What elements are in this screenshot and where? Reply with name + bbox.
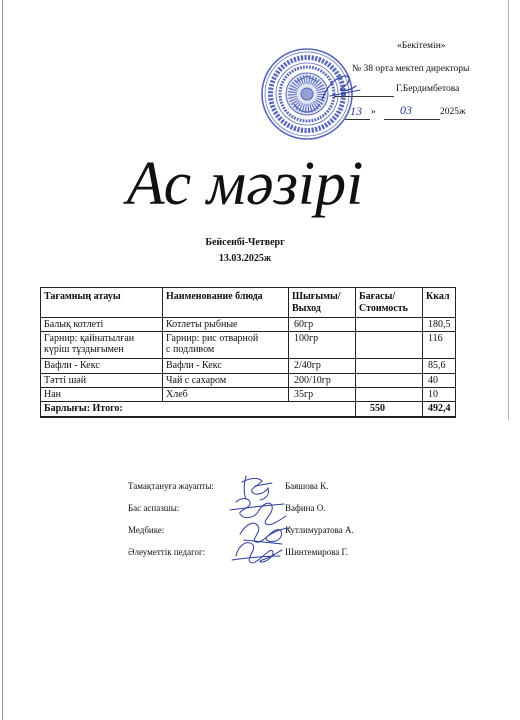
signatory-name: Шинтемирова Г. [285, 547, 348, 557]
cell-dish-ru: Чай с сахаром [163, 373, 289, 387]
cell-kcal: 85,6 [423, 358, 456, 373]
date-day-underline [345, 119, 370, 120]
approval-heading: «Бекітемін» [397, 41, 446, 51]
cell-dish-ru: Хлеб [163, 387, 289, 401]
table-row [41, 387, 456, 401]
cell-yield: 200/10гр [289, 373, 356, 387]
scan-edge-left [2, 0, 3, 720]
cell-dish-ru: Котлеты рыбные [163, 318, 289, 332]
cell-dish-kk: Гарнир: қайнатылған күріш тұздығымен [41, 331, 163, 358]
cell-price [356, 387, 423, 401]
cell-price [356, 318, 423, 332]
cell-dish-kk: Тәтті шәй [41, 373, 163, 387]
signatory-name: Кутлимуратова А. [285, 525, 354, 535]
table-header-row [41, 288, 456, 318]
weekday-label: Бейсенбі-Четверг [205, 237, 285, 248]
signature-4 [232, 543, 282, 563]
header-price: Бағасы/ Стоимость [356, 288, 423, 318]
total-price: 550 [356, 401, 423, 417]
total-label: Барлығы: Итого: [41, 401, 356, 417]
signatory-role: Бас аспазшы: [128, 503, 180, 513]
table-row [41, 331, 456, 358]
cell-dish-kk: Нан [41, 387, 163, 401]
approval-director: Г.Бердимбетова [396, 84, 460, 94]
cell-dish-kk: Вафли - Кекс [41, 358, 163, 373]
approval-date-day: 13 [350, 104, 362, 118]
document-title: Ас мәзірі [126, 150, 364, 218]
signatory-name: Вафина О. [285, 503, 326, 513]
table-total-row [41, 401, 456, 417]
cell-dish-kk: Балық котлеті [41, 318, 163, 332]
cell-price [356, 331, 423, 358]
cell-kcal: 180,5 [423, 318, 456, 332]
cell-yield: 35гр [289, 387, 356, 401]
header-kcal: Ккал [423, 288, 456, 318]
cell-dish-ru: Гарнир: рис отварной с подливом [163, 331, 289, 358]
table-row [41, 358, 456, 373]
signature-3 [240, 523, 290, 544]
cell-kcal: 40 [423, 373, 456, 387]
signatory-role: Тамақтануға жауапты: [128, 481, 214, 491]
signatory-role: Медбике: [128, 525, 165, 535]
table-row [41, 373, 456, 387]
scan-edge-right [508, 0, 509, 420]
approval-date-quote: » [371, 107, 376, 117]
director-signature-line [334, 96, 394, 97]
approval-date-month: 03 [400, 103, 412, 117]
cell-yield: 100гр [289, 331, 356, 358]
signature-1 [242, 476, 272, 500]
menu-date: 13.03.2025ж [218, 253, 272, 264]
header-dish-ru: Наименование блюда [163, 288, 289, 318]
menu-table [40, 287, 456, 418]
signatory-name: Баяшова К. [285, 481, 329, 491]
cell-dish-ru: Вафли - Кекс [163, 358, 289, 373]
cell-kcal: 116 [423, 331, 456, 358]
date-month-underline [384, 119, 440, 120]
header-dish-kk: Тағамның атауы [41, 288, 163, 318]
table-row [41, 318, 456, 332]
official-seal [262, 49, 352, 139]
total-kcal: 492,4 [423, 401, 456, 417]
approval-date-year: 2025ж [440, 107, 466, 117]
cell-price [356, 358, 423, 373]
cell-price [356, 373, 423, 387]
cell-yield: 60гр [289, 318, 356, 332]
signature-2 [230, 499, 286, 525]
cell-kcal: 10 [423, 387, 456, 401]
header-yield: Шығымы/ Выход [289, 288, 356, 318]
signatory-role: Әлеуметтік педагог: [128, 547, 206, 557]
approval-position: № 38 орта мектеп директоры [352, 64, 470, 74]
cell-yield: 2/40гр [289, 358, 356, 373]
